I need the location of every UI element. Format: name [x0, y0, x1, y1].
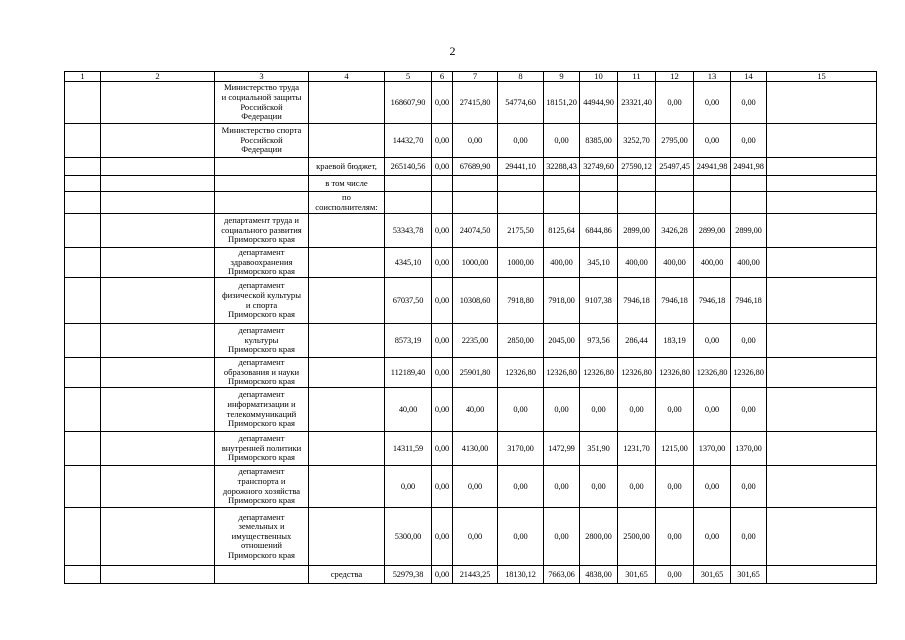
cell-value: 67037,50 — [385, 278, 432, 324]
cell-value: 0,00 — [385, 466, 432, 508]
cell-value: 0,00 — [544, 466, 580, 508]
cell-value: 301,65 — [694, 566, 731, 584]
cell-value: 301,65 — [618, 566, 656, 584]
cell-value: 2800,00 — [580, 508, 618, 566]
cell-source — [309, 248, 385, 278]
table-row — [65, 566, 877, 584]
cell-value: 400,00 — [731, 248, 767, 278]
cell-value: 0,00 — [432, 158, 453, 176]
column-header-13: 13 — [694, 72, 731, 82]
cell-value: 0,00 — [694, 324, 731, 358]
cell-value: 0,00 — [432, 358, 453, 388]
column-header-12: 12 — [656, 72, 694, 82]
cell-value: 183,19 — [656, 324, 694, 358]
cell-value: 25901,80 — [453, 358, 498, 388]
cell-source — [309, 324, 385, 358]
cell-col15 — [767, 466, 877, 508]
cell-value: 400,00 — [656, 248, 694, 278]
cell-executor: департамент земельных и имущественных отношений Приморского края — [215, 508, 309, 566]
cell-value: 0,00 — [731, 508, 767, 566]
cell-col1 — [65, 176, 101, 192]
cell-value — [580, 192, 618, 214]
cell-value — [498, 192, 544, 214]
column-header-7: 7 — [453, 72, 498, 82]
cell-value: 0,00 — [656, 82, 694, 124]
cell-value — [656, 192, 694, 214]
cell-value — [498, 176, 544, 192]
cell-col2 — [101, 432, 215, 466]
table-row — [65, 214, 877, 248]
column-header-4: 4 — [309, 72, 385, 82]
cell-value: 29441,10 — [498, 158, 544, 176]
cell-value: 12326,80 — [656, 358, 694, 388]
cell-value: 9107,38 — [580, 278, 618, 324]
cell-col15 — [767, 566, 877, 584]
cell-col1 — [65, 358, 101, 388]
cell-value — [432, 176, 453, 192]
cell-source — [309, 278, 385, 324]
cell-value: 2235,00 — [453, 324, 498, 358]
cell-value: 4345,10 — [385, 248, 432, 278]
cell-col2 — [101, 192, 215, 214]
cell-value: 0,00 — [498, 124, 544, 158]
cell-col15 — [767, 278, 877, 324]
cell-col2 — [101, 466, 215, 508]
cell-col15 — [767, 124, 877, 158]
column-header-9: 9 — [544, 72, 580, 82]
cell-value: 2899,00 — [618, 214, 656, 248]
cell-col1 — [65, 278, 101, 324]
cell-value: 18130,12 — [498, 566, 544, 584]
column-header-3: 3 — [215, 72, 309, 82]
cell-col15 — [767, 214, 877, 248]
cell-source: средства — [309, 566, 385, 584]
cell-value: 7946,18 — [731, 278, 767, 324]
cell-col2 — [101, 358, 215, 388]
cell-col1 — [65, 432, 101, 466]
cell-source — [309, 124, 385, 158]
cell-value — [544, 176, 580, 192]
cell-value: 168607,90 — [385, 82, 432, 124]
cell-col2 — [101, 124, 215, 158]
cell-value: 0,00 — [432, 432, 453, 466]
cell-value — [453, 176, 498, 192]
cell-source — [309, 214, 385, 248]
cell-executor: департамент физической культуры и спорта Приморского края — [215, 278, 309, 324]
cell-value: 0,00 — [432, 124, 453, 158]
cell-value: 32288,43 — [544, 158, 580, 176]
cell-value: 14432,70 — [385, 124, 432, 158]
cell-value: 0,00 — [498, 508, 544, 566]
column-header-11: 11 — [618, 72, 656, 82]
budget-table — [64, 71, 877, 584]
cell-source — [309, 82, 385, 124]
table-row — [65, 388, 877, 432]
cell-value: 0,00 — [731, 324, 767, 358]
cell-value — [385, 176, 432, 192]
cell-value: 0,00 — [694, 124, 731, 158]
cell-value: 0,00 — [656, 566, 694, 584]
table-row — [65, 508, 877, 566]
cell-value: 0,00 — [432, 278, 453, 324]
cell-value: 7663,06 — [544, 566, 580, 584]
cell-value: 7918,00 — [544, 278, 580, 324]
cell-value — [544, 192, 580, 214]
cell-value: 0,00 — [432, 466, 453, 508]
cell-value: 44944,90 — [580, 82, 618, 124]
cell-value: 1000,00 — [453, 248, 498, 278]
table-row — [65, 432, 877, 466]
cell-value — [731, 192, 767, 214]
cell-col1 — [65, 214, 101, 248]
cell-value: 0,00 — [453, 466, 498, 508]
cell-source — [309, 358, 385, 388]
cell-value: 0,00 — [498, 388, 544, 432]
cell-value: 0,00 — [656, 508, 694, 566]
cell-value: 52979,38 — [385, 566, 432, 584]
table-row — [65, 248, 877, 278]
cell-col15 — [767, 388, 877, 432]
cell-value: 53343,78 — [385, 214, 432, 248]
cell-value — [731, 176, 767, 192]
cell-value: 2175,50 — [498, 214, 544, 248]
cell-value — [694, 176, 731, 192]
cell-value: 0,00 — [731, 82, 767, 124]
cell-value: 0,00 — [656, 388, 694, 432]
header-row — [65, 72, 877, 82]
cell-value: 40,00 — [385, 388, 432, 432]
cell-value: 40,00 — [453, 388, 498, 432]
cell-col1 — [65, 192, 101, 214]
cell-value: 12326,80 — [580, 358, 618, 388]
cell-value: 4838,00 — [580, 566, 618, 584]
cell-col1 — [65, 566, 101, 584]
column-header-15: 15 — [767, 72, 877, 82]
table-row — [65, 278, 877, 324]
cell-value: 345,10 — [580, 248, 618, 278]
cell-value: 1472,99 — [544, 432, 580, 466]
cell-col2 — [101, 158, 215, 176]
cell-value: 2899,00 — [694, 214, 731, 248]
cell-value: 4130,00 — [453, 432, 498, 466]
column-header-2: 2 — [101, 72, 215, 82]
cell-value: 7946,18 — [618, 278, 656, 324]
cell-value: 0,00 — [432, 248, 453, 278]
cell-col2 — [101, 278, 215, 324]
cell-value: 12326,80 — [498, 358, 544, 388]
table-row — [65, 324, 877, 358]
cell-value — [432, 192, 453, 214]
cell-source: в том числе — [309, 176, 385, 192]
cell-col1 — [65, 124, 101, 158]
cell-executor — [215, 566, 309, 584]
cell-col1 — [65, 508, 101, 566]
cell-value: 18151,20 — [544, 82, 580, 124]
cell-value: 12326,80 — [544, 358, 580, 388]
cell-col1 — [65, 466, 101, 508]
cell-executor: департамент внутренней политики Приморского края — [215, 432, 309, 466]
cell-source — [309, 388, 385, 432]
column-header-1: 1 — [65, 72, 101, 82]
cell-value: 3426,28 — [656, 214, 694, 248]
cell-value: 12326,80 — [731, 358, 767, 388]
cell-source: краевой бюджет, — [309, 158, 385, 176]
cell-value: 5300,00 — [385, 508, 432, 566]
cell-value: 400,00 — [694, 248, 731, 278]
table-row — [65, 124, 877, 158]
cell-value: 112189,40 — [385, 358, 432, 388]
cell-value: 0,00 — [618, 388, 656, 432]
cell-col2 — [101, 566, 215, 584]
cell-value: 24074,50 — [453, 214, 498, 248]
cell-value: 3252,70 — [618, 124, 656, 158]
cell-value: 7918,80 — [498, 278, 544, 324]
cell-value: 286,44 — [618, 324, 656, 358]
cell-value: 27590,12 — [618, 158, 656, 176]
cell-col2 — [101, 388, 215, 432]
cell-col15 — [767, 192, 877, 214]
cell-value: 2899,00 — [731, 214, 767, 248]
cell-executor: департамент труда и социального развития Приморского края — [215, 214, 309, 248]
cell-value: 1231,70 — [618, 432, 656, 466]
cell-value — [618, 176, 656, 192]
cell-value: 0,00 — [453, 508, 498, 566]
cell-value: 0,00 — [580, 388, 618, 432]
cell-value: 12326,80 — [618, 358, 656, 388]
cell-executor: департамент информатизации и телекоммуникаций Приморского края — [215, 388, 309, 432]
cell-value: 0,00 — [432, 566, 453, 584]
cell-value — [580, 176, 618, 192]
column-header-5: 5 — [385, 72, 432, 82]
cell-value: 0,00 — [694, 466, 731, 508]
cell-value: 0,00 — [731, 388, 767, 432]
cell-value: 21443,25 — [453, 566, 498, 584]
table-row — [65, 358, 877, 388]
cell-col15 — [767, 432, 877, 466]
cell-value: 0,00 — [432, 214, 453, 248]
cell-value: 24941,98 — [694, 158, 731, 176]
cell-col2 — [101, 176, 215, 192]
cell-value: 7946,18 — [694, 278, 731, 324]
cell-col2 — [101, 324, 215, 358]
cell-value: 0,00 — [618, 466, 656, 508]
cell-value: 8573,19 — [385, 324, 432, 358]
table-row — [65, 176, 877, 192]
cell-executor: Министерство спорта Российской Федерации — [215, 124, 309, 158]
cell-value: 265140,56 — [385, 158, 432, 176]
table-row — [65, 192, 877, 214]
cell-source — [309, 508, 385, 566]
cell-value — [618, 192, 656, 214]
cell-value: 0,00 — [731, 124, 767, 158]
cell-col1 — [65, 158, 101, 176]
cell-value: 301,65 — [731, 566, 767, 584]
cell-value: 54774,60 — [498, 82, 544, 124]
cell-executor: Министерство труда и социальной защиты Российской Федерации — [215, 82, 309, 124]
cell-col1 — [65, 82, 101, 124]
cell-value: 0,00 — [453, 124, 498, 158]
cell-value: 0,00 — [498, 466, 544, 508]
cell-col15 — [767, 82, 877, 124]
cell-value: 8385,00 — [580, 124, 618, 158]
cell-col2 — [101, 214, 215, 248]
cell-source — [309, 432, 385, 466]
cell-value: 0,00 — [432, 82, 453, 124]
cell-value: 2045,00 — [544, 324, 580, 358]
cell-value: 10308,60 — [453, 278, 498, 324]
cell-value: 7946,18 — [656, 278, 694, 324]
cell-value: 0,00 — [694, 508, 731, 566]
cell-value: 32749,60 — [580, 158, 618, 176]
cell-executor: департамент здравоохранения Приморского края — [215, 248, 309, 278]
cell-value: 0,00 — [694, 82, 731, 124]
cell-col15 — [767, 324, 877, 358]
cell-value: 0,00 — [731, 466, 767, 508]
cell-value: 8125,64 — [544, 214, 580, 248]
cell-value: 0,00 — [544, 508, 580, 566]
cell-value — [453, 192, 498, 214]
cell-col15 — [767, 248, 877, 278]
cell-value: 351,90 — [580, 432, 618, 466]
cell-value: 12326,80 — [694, 358, 731, 388]
cell-value: 67689,90 — [453, 158, 498, 176]
cell-col1 — [65, 388, 101, 432]
cell-value: 25497,45 — [656, 158, 694, 176]
cell-value: 0,00 — [656, 466, 694, 508]
cell-value: 24941,98 — [731, 158, 767, 176]
cell-value: 1370,00 — [731, 432, 767, 466]
cell-source — [309, 466, 385, 508]
cell-executor: департамент образования и науки Приморского края — [215, 358, 309, 388]
cell-value: 0,00 — [694, 388, 731, 432]
cell-source: по соисполнителям: — [309, 192, 385, 214]
table-row — [65, 82, 877, 124]
cell-col15 — [767, 176, 877, 192]
cell-value: 2795,00 — [656, 124, 694, 158]
cell-value: 0,00 — [432, 508, 453, 566]
column-header-14: 14 — [731, 72, 767, 82]
cell-col15 — [767, 158, 877, 176]
cell-col2 — [101, 508, 215, 566]
column-header-6: 6 — [432, 72, 453, 82]
cell-value: 14311,59 — [385, 432, 432, 466]
cell-value — [385, 192, 432, 214]
cell-executor: департамент транспорта и дорожного хозяйства Приморского края — [215, 466, 309, 508]
cell-executor: департамент культуры Приморского края — [215, 324, 309, 358]
cell-col15 — [767, 358, 877, 388]
page-number: 2 — [449, 44, 456, 58]
cell-value: 1000,00 — [498, 248, 544, 278]
cell-col1 — [65, 324, 101, 358]
cell-value: 973,56 — [580, 324, 618, 358]
cell-value — [694, 192, 731, 214]
cell-executor — [215, 192, 309, 214]
cell-value: 0,00 — [432, 324, 453, 358]
cell-value: 1370,00 — [694, 432, 731, 466]
cell-value: 2500,00 — [618, 508, 656, 566]
cell-value: 400,00 — [618, 248, 656, 278]
cell-value: 2850,00 — [498, 324, 544, 358]
cell-value: 27415,80 — [453, 82, 498, 124]
cell-executor — [215, 158, 309, 176]
cell-value: 0,00 — [432, 388, 453, 432]
cell-col2 — [101, 248, 215, 278]
cell-executor — [215, 176, 309, 192]
column-header-8: 8 — [498, 72, 544, 82]
cell-col2 — [101, 82, 215, 124]
table-row — [65, 158, 877, 176]
cell-value: 23321,40 — [618, 82, 656, 124]
column-header-10: 10 — [580, 72, 618, 82]
table-row — [65, 466, 877, 508]
cell-value: 400,00 — [544, 248, 580, 278]
cell-col1 — [65, 248, 101, 278]
cell-value: 1215,00 — [656, 432, 694, 466]
cell-value: 0,00 — [544, 388, 580, 432]
cell-value: 3170,00 — [498, 432, 544, 466]
cell-value: 6844,86 — [580, 214, 618, 248]
cell-value: 0,00 — [580, 466, 618, 508]
cell-col15 — [767, 508, 877, 566]
cell-value — [656, 176, 694, 192]
cell-value: 0,00 — [544, 124, 580, 158]
